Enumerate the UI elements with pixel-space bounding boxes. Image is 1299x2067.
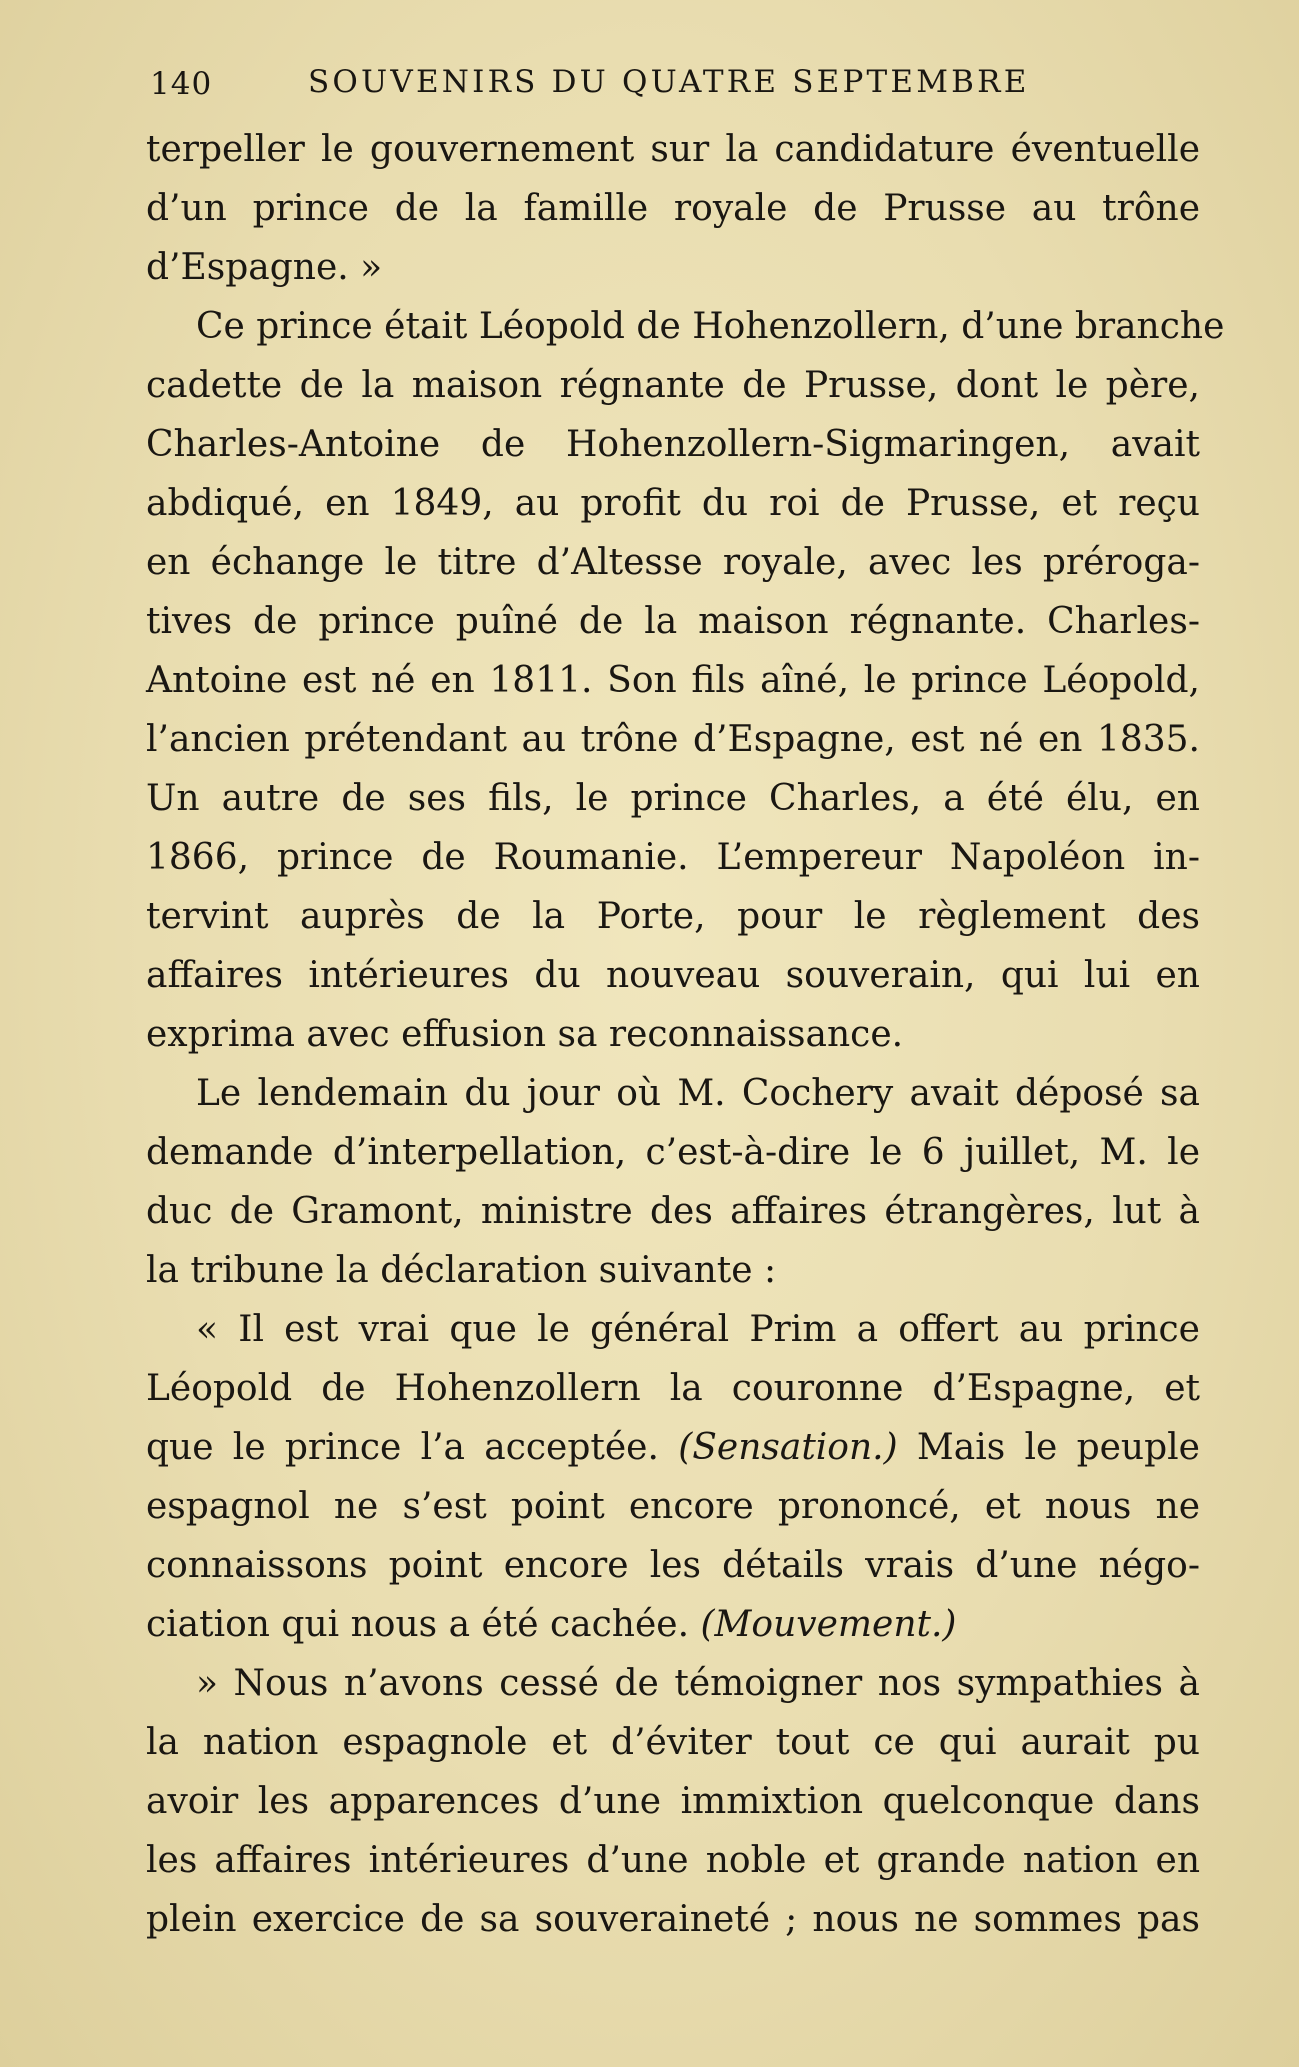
text-line: la tribune la déclaration suivante : (146, 1250, 777, 1291)
text-line: « Il est vrai que le général Prim a offert au prince (196, 1309, 1200, 1350)
text-line: l’ancien prétendant au trône d’Espagne, est né en 1835. (146, 719, 1200, 760)
text-line: d’Espagne. » (146, 247, 383, 288)
page-body-text (146, 120, 1225, 1949)
running-title: SOUVENIRS DU QUATRE SEPTEMBRE (308, 64, 1030, 100)
text-line: » Nous n’avons cessé de témoigner nos sympathies à (196, 1663, 1200, 1704)
text-line: terpeller le gouvernement sur la candidature éventuelle (146, 129, 1200, 170)
text-line: abdiqué, en 1849, au profit du roi de Prusse, et reçu (146, 483, 1200, 524)
stage-direction: (Sensation.) (678, 1427, 898, 1468)
stage-direction: (Mouvement.) (700, 1604, 957, 1645)
text-line: avoir les apparences d’une immixtion quelconque dans (146, 1781, 1200, 1822)
text-line: Le lendemain du jour où M. Cochery avait déposé sa (196, 1073, 1200, 1114)
text-line: espagnol ne s’est point encore prononcé, et nous ne (146, 1486, 1200, 1527)
text-line: exprima avec effusion sa reconnaissance. (146, 1014, 904, 1055)
text-line: affaires intérieures du nouveau souverain, qui lui en (146, 955, 1200, 996)
text-line: 1866, prince de Roumanie. L’empereur Napoléon in- (146, 837, 1200, 878)
text-line: la nation espagnole et d’éviter tout ce qui aurait pu (146, 1722, 1200, 1763)
text-line: Charles-Antoine de Hohenzollern-Sigmaringen, avait (146, 424, 1200, 465)
text-segment: Mais le peuple (916, 1427, 1200, 1468)
text-line: demande d’interpellation, c’est-à-dire le 6 juillet, M. le (146, 1132, 1200, 1173)
text-line: connaissons point encore les détails vrais d’une négo- (146, 1545, 1200, 1586)
page-header (150, 56, 1050, 116)
text-line: Ce prince était Léopold de Hohenzollern, d’une branche (196, 306, 1225, 347)
page-number: 140 (150, 66, 213, 102)
text-line: Un autre de ses fils, le prince Charles, a été élu, en (146, 778, 1200, 819)
text-line: d’un prince de la famille royale de Prusse au trône (146, 188, 1200, 229)
text-line: Antoine est né en 1811. Son fils aîné, le prince Léopold, (146, 660, 1200, 701)
text-line: cadette de la maison régnante de Prusse, dont le père, (146, 365, 1200, 406)
text-line: tives de prince puîné de la maison régnante. Charles- (146, 601, 1200, 642)
text-segment: que le prince l’a acceptée. (146, 1427, 659, 1468)
text-line-mixed (146, 1595, 1200, 1654)
text-line-mixed (146, 1418, 1200, 1477)
text-segment: ciation qui nous a été cachée. (146, 1604, 690, 1645)
text-line: tervint auprès de la Porte, pour le règlement des (146, 896, 1200, 937)
text-line: en échange le titre d’Altesse royale, avec les préroga- (146, 542, 1200, 583)
text-line: Léopold de Hohenzollern la couronne d’Espagne, et (146, 1368, 1200, 1409)
text-line: plein exercice de sa souveraineté ; nous ne sommes pas (146, 1899, 1200, 1940)
text-line: les affaires intérieures d’une noble et grande nation en (146, 1840, 1200, 1881)
text-line: duc de Gramont, ministre des affaires étrangères, lut à (146, 1191, 1200, 1232)
